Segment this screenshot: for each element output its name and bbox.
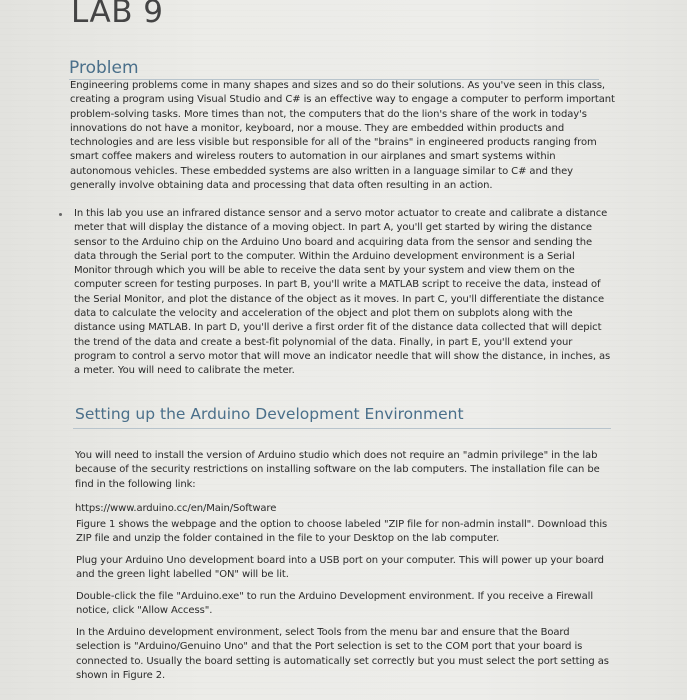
setup-paragraph-tools-menu: In the Arduino development environment, select Tools from the menu bar and ensure that the Board selection is "Arduino/Genuino Uno" and that the Port selection is set to the COM port that your board is connected to. Usually the board setting is automatically set correctly but you must select the port setting as shown in Figure 2.: [76, 627, 609, 681]
setup-heading: Setting up the Arduino Development Environment: [75, 405, 464, 423]
lab-title: LAB 9: [71, 0, 164, 30]
problem-paragraph-lab-overview: In this lab you use an infrared distance sensor and a servo motor actuator to create and calibrate a distance meter that will display the distance of a moving object. In part A, you'll get started by wiring the distance sensor to the Arduino chip on the Arduino Uno board and acquiring data from the sensor and sending the data through the Serial port to the computer. Within the Arduino development environment is a Serial Monitor through which you will be able to receive the data sent by your system and view them on the computer screen for testing purposes. In part B, you'll write a MATLAB script to receive the data, instead of the Serial Monitor, and plot the distance of the object as it moves. In part C, you'll differentiate the distance data to calculate the velocity and acceleration of the object and plot them on subplots along with the distance using MATLAB. In part D, you'll derive a first order fit of the distance data collected that will depict the trend of the data and create a best-fit polynomial of the data. Finally, in part E, you'll extend your program to control a servo motor that will move an indicator needle that will show the distance, in inches, as a meter. You will need to calibrate the meter.: [74, 208, 611, 377]
paragraph-marker: [59, 213, 62, 216]
setup-heading-rule: [73, 428, 611, 429]
setup-paragraph-usb: Plug your Arduino Uno development board into a USB port on your computer. This will power up your board and the green light labelled "ON" will be lit.: [76, 555, 604, 581]
arduino-download-link: https://www.arduino.cc/en/Main/Software: [75, 503, 277, 514]
problem-paragraph-intro: Engineering problems come in many shapes and sizes and so do their solutions. As you've seen in this class, creating a program using Visual Studio and C# is an effective way to engage a computer to perform important problem-solving tasks. More times than not, the computers that do the lion's share of the work in today's innovations do not have a monitor, keyboard, nor a mouse. They are embedded within products and technologies and are less visible but responsible for all of the "brains" in engineered products ranging from smart coffee makers and wireless routers to automation in our airplanes and smart systems within autonomous vehicles. These embedded systems are also written in a language similar to C# and they generally involve obtaining data and processing that data often resulting in an action.: [70, 80, 615, 192]
setup-paragraph-run-exe: Double-click the file "Arduino.exe" to run the Arduino Development environment. If you receive a Firewall notice, click "Allow Access".: [76, 591, 594, 617]
problem-heading: Problem: [69, 58, 139, 78]
setup-paragraph-figure1: Figure 1 shows the webpage and the option to choose labeled "ZIP file for non-admin install". Download this ZIP file and unzip the folder contained in the file to your Desktop on the lab computer.: [76, 519, 608, 545]
setup-paragraph-install: You will need to install the version of Arduino studio which does not require an "admin privilege" in the lab because of the security restrictions on installing software on the lab computers. The installation file can be find in the following link:: [75, 450, 600, 490]
